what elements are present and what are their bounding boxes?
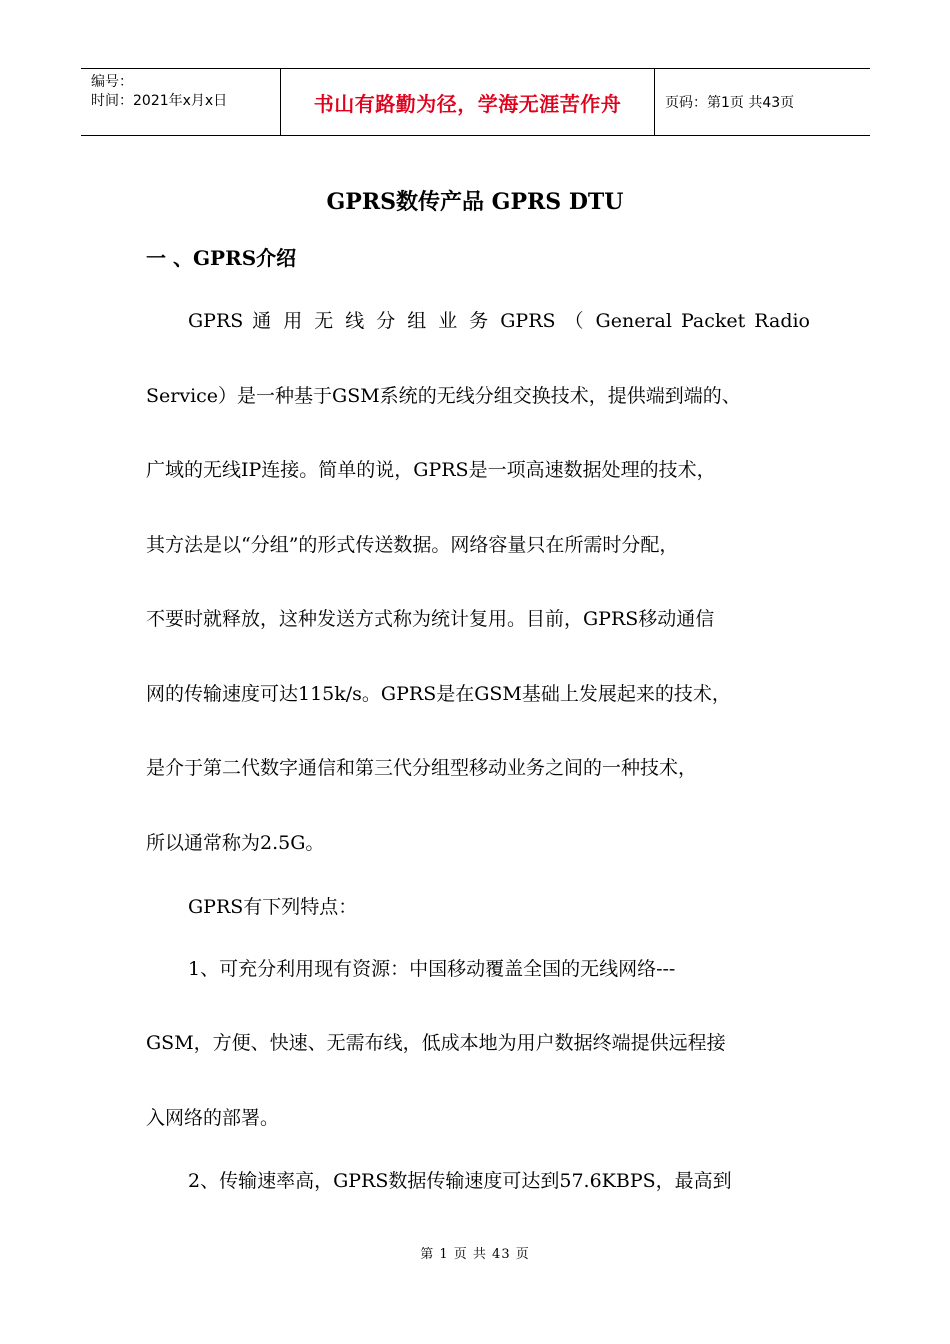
body-line: 2、传输速率高，GPRS数据传输速度可达到57.6KBPS，最高到: [188, 1170, 732, 1192]
document-number-label: 编号：: [91, 74, 133, 90]
body-line: GPRS有下列特点：: [188, 896, 358, 918]
document-date-label: 时间：2021年x月x日: [91, 93, 228, 109]
body-line: 所以通常称为2.5G。: [146, 832, 325, 854]
header-meta-cell: [81, 69, 281, 135]
section-heading: 一 、GPRS介绍: [146, 246, 297, 270]
body-line: GSM，方便、快速、无需布线，低成本地为用户数据终端提供远程接: [146, 1032, 726, 1054]
body-line: 其方法是以“分组”的形式传送数据。网络容量只在所需时分配，: [146, 534, 679, 556]
header-motto: 书山有路勤为径，学海无涯苦作舟: [281, 69, 655, 135]
page-footer: 第 1 页 共 43 页: [420, 1247, 530, 1262]
body-line: 1、可充分利用现有资源：中国移动覆盖全国的无线网络---: [188, 958, 676, 980]
body-line: 不要时就释放，这种发送方式称为统计复用。目前，GPRS移动通信: [146, 608, 715, 630]
header-table: [81, 68, 870, 136]
body-line: 广域的无线IP连接。简单的说，GPRS是一项高速数据处理的技术，: [146, 459, 716, 481]
body-line: 入网络的部署。: [146, 1107, 280, 1129]
header-page-info: 页码：第1页 共43页: [665, 95, 795, 111]
body-line: GPRS 通 用 无 线 分 组 业 务 GPRS （ General Packet Radio: [188, 310, 810, 332]
body-line: 网的传输速度可达115k/s。GPRS是在GSM基础上发展起来的技术，: [146, 683, 731, 705]
document-title: GPRS数传产品 GPRS DTU: [326, 189, 624, 215]
body-line: 是介于第二代数字通信和第三代分组型移动业务之间的一种技术，: [146, 757, 698, 779]
body-line: Service）是一种基于GSM系统的无线分组交换技术，提供端到端的、: [146, 385, 741, 407]
